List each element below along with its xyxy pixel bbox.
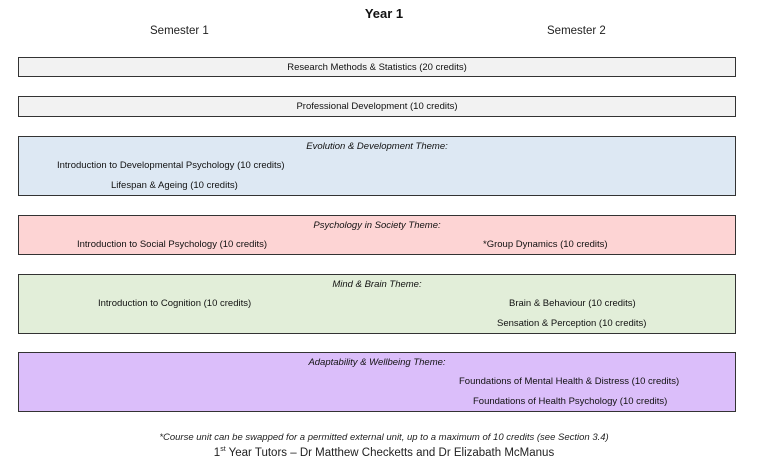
unit-sem1: Lifespan & Ageing (10 credits) [111, 180, 238, 191]
unit-sem1: Introduction to Developmental Psychology (10 credits) [57, 160, 285, 171]
unit-sem2: Sensation & Perception (10 credits) [497, 318, 647, 329]
unit-label: Professional Development (10 credits) [296, 101, 458, 112]
theme-title: Mind & Brain Theme: [332, 279, 422, 290]
core-unit-professional-development [18, 96, 736, 117]
theme-title: Adaptability & Wellbeing Theme: [308, 357, 446, 368]
tutors-text: Year Tutors – Dr Matthew Checketts and Dr Elizabath McManus [225, 446, 555, 459]
theme-title: Psychology in Society Theme: [313, 220, 441, 231]
unit-sem1: Introduction to Social Psychology (10 credits) [77, 239, 268, 250]
unit-sem2: Foundations of Health Psychology (10 credits) [473, 396, 668, 407]
theme-title: Evolution & Development Theme: [306, 141, 448, 152]
unit-sem2: Foundations of Mental Health & Distress (10 credits) [459, 376, 680, 387]
footnote: *Course unit can be swapped for a permitted external unit, up to a maximum of 10 credits (see Section 3.4) [159, 432, 609, 443]
theme-psychology-in-society [18, 215, 736, 255]
unit-sem2: Brain & Behaviour (10 credits) [509, 298, 636, 309]
tutors-ordinal: 1 [213, 446, 221, 459]
page-title: Year 1 [364, 6, 404, 21]
tutors-line [0, 446, 768, 459]
semester-1-heading: Semester 1 [150, 25, 209, 37]
unit-sem1: Introduction to Cognition (10 credits) [98, 298, 252, 309]
semester-2-heading: Semester 2 [547, 25, 606, 37]
unit-label: Research Methods & Statistics (20 credits) [287, 62, 467, 73]
tutors-ordinal-suffix: st [220, 446, 226, 453]
core-unit-research-methods [18, 57, 736, 77]
theme-evolution-development [18, 136, 736, 196]
unit-sem2: *Group Dynamics (10 credits) [483, 239, 608, 250]
theme-adaptability-wellbeing [18, 352, 736, 412]
theme-mind-brain [18, 274, 736, 334]
